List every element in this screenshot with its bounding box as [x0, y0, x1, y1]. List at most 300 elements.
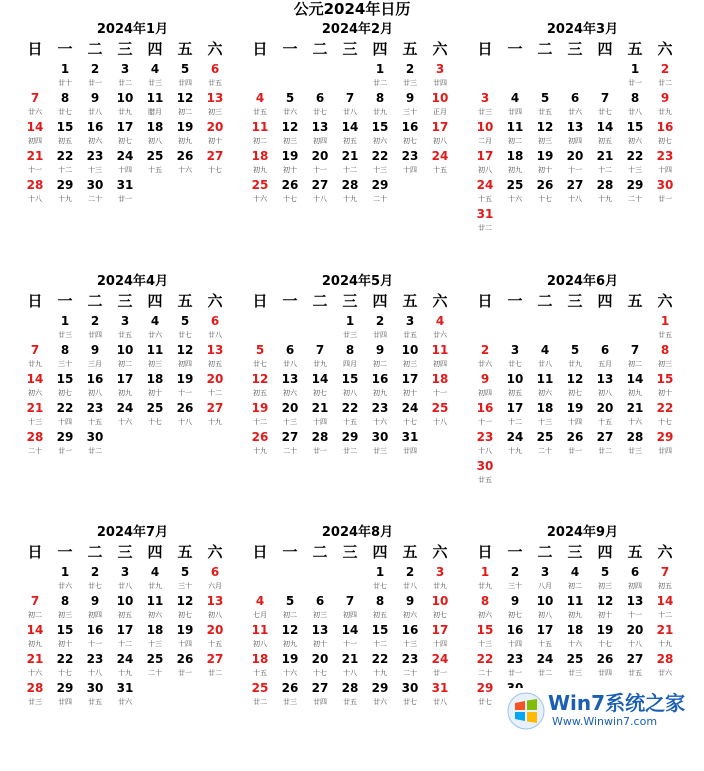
lunar-date: 廿四 [178, 79, 192, 87]
day-cell [425, 343, 455, 372]
day-number: 3 [480, 91, 490, 105]
day-number: 2 [510, 565, 520, 579]
weekday-label: 五 [627, 292, 643, 310]
day-number: 20 [281, 401, 299, 415]
day-cell [560, 91, 590, 120]
day-number: 3 [120, 62, 130, 76]
day-number: 9 [510, 594, 520, 608]
day-number: 3 [120, 565, 130, 579]
day-number: 31 [116, 178, 134, 192]
day-cell [620, 594, 650, 623]
lunar-date: 十八 [478, 447, 492, 455]
calendar-grid [0, 18, 704, 738]
day-number: 28 [341, 681, 359, 695]
day-number: 22 [371, 149, 389, 163]
lunar-date: 廿四 [58, 698, 72, 706]
day-number: 3 [510, 343, 520, 357]
day-number: 22 [56, 401, 74, 415]
lunar-date: 十三 [373, 166, 387, 174]
day-cell [50, 149, 80, 178]
weekday-label: 日 [27, 543, 43, 561]
lunar-date: 二十 [28, 447, 42, 455]
lunar-date: 初五 [58, 137, 72, 145]
day-cell [500, 372, 530, 401]
day-number: 10 [431, 91, 449, 105]
lunar-date: 廿六 [58, 582, 72, 590]
day-cell [500, 594, 530, 623]
day-cell [50, 178, 80, 207]
lunar-date: 十一 [28, 166, 42, 174]
day-number: 18 [506, 149, 524, 163]
lunar-date: 廿四 [508, 108, 522, 116]
lunar-date: 十四 [658, 166, 672, 174]
day-cell [365, 623, 395, 652]
month-block [245, 270, 470, 520]
weekday-label: 三 [342, 292, 358, 310]
day-cell [140, 401, 170, 430]
day-number: 26 [596, 652, 614, 666]
day-number: 15 [341, 372, 359, 386]
day-number: 9 [405, 594, 415, 608]
day-number: 14 [656, 594, 674, 608]
day-number: 22 [476, 652, 494, 666]
day-number: 19 [251, 401, 269, 415]
day-cell [530, 401, 560, 430]
lunar-date: 廿一 [118, 195, 132, 203]
day-cell [620, 401, 650, 430]
day-number: 4 [255, 594, 265, 608]
day-cell [530, 149, 560, 178]
day-number: 23 [476, 430, 494, 444]
day-number: 7 [660, 565, 670, 579]
lunar-date: 二月 [478, 137, 492, 145]
day-cell [20, 594, 50, 623]
day-cell [140, 314, 170, 343]
weekday-label: 日 [477, 40, 493, 58]
day-cell [470, 91, 500, 120]
day-cell [365, 62, 395, 91]
lunar-date: 初七 [178, 611, 192, 619]
weekday-label: 六 [657, 543, 673, 561]
lunar-date: 十六 [118, 418, 132, 426]
day-number: 8 [375, 91, 385, 105]
day-cell [110, 149, 140, 178]
day-cell [530, 565, 560, 594]
day-number: 14 [596, 120, 614, 134]
lunar-date: 廿五 [88, 698, 102, 706]
day-number: 30 [476, 459, 494, 473]
lunar-date: 初三 [313, 611, 327, 619]
day-number: 15 [371, 120, 389, 134]
lunar-date: 廿四 [313, 698, 327, 706]
lunar-date: 初九 [118, 389, 132, 397]
day-cell [620, 149, 650, 178]
weekday-label: 六 [432, 40, 448, 58]
lunar-date: 初十 [283, 166, 297, 174]
day-number: 26 [536, 178, 554, 192]
day-number: 23 [86, 652, 104, 666]
day-cell [425, 623, 455, 652]
weekday-header [20, 39, 245, 59]
day-number: 24 [431, 652, 449, 666]
day-cell [170, 623, 200, 652]
day-cell [335, 372, 365, 401]
weekday-label: 四 [147, 543, 163, 561]
day-number: 7 [30, 91, 40, 105]
lunar-date: 初十 [148, 389, 162, 397]
day-number: 10 [476, 120, 494, 134]
day-cell [650, 343, 680, 372]
day-cell [620, 62, 650, 91]
day-cell [590, 401, 620, 430]
day-number: 25 [146, 149, 164, 163]
lunar-date: 廿六 [373, 698, 387, 706]
day-cell [170, 594, 200, 623]
day-number: 31 [116, 681, 134, 695]
day-cell [50, 594, 80, 623]
lunar-date: 十六 [508, 195, 522, 203]
lunar-date: 初二 [628, 360, 642, 368]
lunar-date: 廿九 [313, 360, 327, 368]
lunar-date: 廿三 [148, 79, 162, 87]
weekday-label: 二 [87, 292, 103, 310]
day-cell [530, 91, 560, 120]
day-number: 19 [176, 623, 194, 637]
day-cell [20, 178, 50, 207]
lunar-date: 初八 [148, 137, 162, 145]
lunar-date: 初六 [478, 611, 492, 619]
lunar-date: 廿三 [283, 698, 297, 706]
day-cell [650, 149, 680, 178]
lunar-date: 初五 [118, 611, 132, 619]
watermark [504, 688, 700, 734]
lunar-date: 初三 [58, 611, 72, 619]
day-number: 12 [536, 120, 554, 134]
day-number: 24 [476, 178, 494, 192]
day-number: 2 [90, 62, 100, 76]
day-number: 29 [371, 178, 389, 192]
day-number: 11 [251, 120, 269, 134]
day-number: 2 [90, 565, 100, 579]
lunar-date: 六月 [208, 582, 222, 590]
lunar-date: 廿一 [433, 669, 447, 677]
lunar-date: 十二 [658, 611, 672, 619]
lunar-date: 初六 [88, 137, 102, 145]
day-number: 14 [626, 372, 644, 386]
weekday-label: 四 [372, 40, 388, 58]
day-number: 21 [341, 149, 359, 163]
day-cell [50, 652, 80, 681]
day-number: 29 [656, 430, 674, 444]
lunar-date: 初十 [313, 640, 327, 648]
day-cell [200, 401, 230, 430]
lunar-date: 十九 [58, 195, 72, 203]
day-number: 16 [656, 120, 674, 134]
month-title: 2024年3月 [546, 22, 619, 37]
day-cell [470, 652, 500, 681]
day-number: 8 [375, 594, 385, 608]
day-cell [650, 62, 680, 91]
day-number: 6 [315, 91, 325, 105]
month-title: 2024年6月 [546, 274, 619, 289]
day-number: 10 [116, 594, 134, 608]
lunar-date: 廿四 [598, 669, 612, 677]
lunar-date: 十六 [373, 418, 387, 426]
day-cell [425, 62, 455, 91]
day-cell [335, 652, 365, 681]
day-cell [470, 149, 500, 178]
weekday-header [470, 542, 695, 562]
day-number: 14 [26, 372, 44, 386]
day-cell [365, 178, 395, 207]
day-number: 13 [206, 91, 224, 105]
day-cell [305, 401, 335, 430]
month-block [470, 18, 695, 268]
day-cell [170, 91, 200, 120]
lunar-date: 十三 [628, 166, 642, 174]
day-cell [80, 91, 110, 120]
month-block [245, 521, 470, 771]
weekday-label: 三 [117, 292, 133, 310]
day-cell [245, 681, 275, 710]
lunar-date: 十五 [208, 640, 222, 648]
day-cell [80, 314, 110, 343]
day-number: 12 [596, 594, 614, 608]
day-cell [500, 91, 530, 120]
day-number: 21 [341, 652, 359, 666]
day-cell [620, 120, 650, 149]
day-number: 6 [285, 343, 295, 357]
day-cell [80, 343, 110, 372]
day-cell [110, 314, 140, 343]
day-number: 5 [180, 565, 190, 579]
day-cell [620, 372, 650, 401]
lunar-date: 廿九 [568, 360, 582, 368]
day-number: 11 [251, 623, 269, 637]
lunar-date: 十三 [88, 166, 102, 174]
day-cell [335, 623, 365, 652]
day-number: 14 [311, 372, 329, 386]
day-number: 8 [60, 594, 70, 608]
day-number: 17 [431, 120, 449, 134]
day-number: 30 [86, 178, 104, 192]
weekday-label: 五 [177, 543, 193, 561]
day-number: 15 [56, 623, 74, 637]
day-number: 5 [570, 343, 580, 357]
lunar-date: 初二 [118, 360, 132, 368]
weekday-label: 日 [477, 292, 493, 310]
weekday-header [245, 39, 470, 59]
lunar-date: 初六 [28, 389, 42, 397]
day-number: 8 [345, 343, 355, 357]
lunar-date: 十三 [478, 640, 492, 648]
lunar-date: 廿九 [148, 582, 162, 590]
lunar-date: 初二 [508, 137, 522, 145]
day-number: 24 [116, 652, 134, 666]
day-number: 20 [206, 120, 224, 134]
day-number: 30 [656, 178, 674, 192]
lunar-date: 廿一 [508, 669, 522, 677]
lunar-date: 初三 [148, 360, 162, 368]
lunar-date: 初八 [538, 611, 552, 619]
day-number: 24 [431, 149, 449, 163]
day-cell [80, 149, 110, 178]
day-number: 27 [281, 430, 299, 444]
day-number: 3 [405, 314, 415, 328]
day-cell [20, 623, 50, 652]
day-number: 22 [56, 652, 74, 666]
day-cell [200, 91, 230, 120]
day-number: 26 [251, 430, 269, 444]
day-number: 11 [536, 372, 554, 386]
weekday-label: 三 [567, 40, 583, 58]
lunar-date: 初八 [343, 389, 357, 397]
day-cell [395, 401, 425, 430]
lunar-date: 十七 [283, 195, 297, 203]
day-cell [395, 314, 425, 343]
lunar-date: 初十 [208, 137, 222, 145]
day-cell [590, 120, 620, 149]
day-cell [560, 120, 590, 149]
lunar-date: 廿八 [118, 582, 132, 590]
day-cell [590, 594, 620, 623]
lunar-date: 廿二 [88, 447, 102, 455]
day-cell [275, 120, 305, 149]
lunar-date: 廿六 [118, 698, 132, 706]
day-cell [275, 91, 305, 120]
day-cell [365, 401, 395, 430]
day-cell [140, 149, 170, 178]
day-number: 10 [431, 594, 449, 608]
day-cell [620, 178, 650, 207]
lunar-date: 廿三 [628, 447, 642, 455]
weekday-label: 一 [507, 40, 523, 58]
day-cell [590, 565, 620, 594]
day-cell [620, 430, 650, 459]
day-number: 13 [206, 594, 224, 608]
day-number: 4 [510, 91, 520, 105]
day-number: 1 [375, 565, 385, 579]
lunar-date: 廿十 [58, 79, 72, 87]
lunar-date: 十一 [343, 640, 357, 648]
weekday-label: 二 [312, 40, 328, 58]
weekday-label: 日 [27, 292, 43, 310]
day-cell [620, 343, 650, 372]
weekday-label: 六 [207, 292, 223, 310]
lunar-date: 廿三 [478, 108, 492, 116]
day-number: 13 [626, 594, 644, 608]
day-number: 20 [566, 149, 584, 163]
lunar-date: 十五 [598, 418, 612, 426]
lunar-date: 十三 [538, 418, 552, 426]
lunar-date: 廿四 [403, 447, 417, 455]
day-number: 18 [146, 120, 164, 134]
day-cell [650, 314, 680, 343]
day-cell [470, 459, 500, 488]
day-cell [470, 343, 500, 372]
day-cell [560, 401, 590, 430]
lunar-date: 十七 [598, 640, 612, 648]
day-cell [470, 681, 500, 710]
day-number: 17 [116, 623, 134, 637]
day-number: 4 [435, 314, 445, 328]
day-cell [170, 120, 200, 149]
lunar-date: 初七 [568, 389, 582, 397]
day-number: 28 [311, 430, 329, 444]
day-cell [425, 681, 455, 710]
day-number: 24 [116, 149, 134, 163]
lunar-date: 十四 [433, 640, 447, 648]
lunar-date: 廿七 [403, 698, 417, 706]
weekday-label: 四 [597, 543, 613, 561]
lunar-date: 廿二 [343, 447, 357, 455]
day-number: 20 [626, 623, 644, 637]
day-cell [470, 623, 500, 652]
day-number: 5 [180, 62, 190, 76]
day-cell [245, 401, 275, 430]
day-number: 13 [206, 343, 224, 357]
day-number: 20 [206, 623, 224, 637]
lunar-date: 初六 [283, 389, 297, 397]
day-number: 22 [626, 149, 644, 163]
lunar-date: 廿一 [658, 195, 672, 203]
day-number: 30 [371, 430, 389, 444]
day-number: 19 [281, 149, 299, 163]
day-cell [530, 120, 560, 149]
lunar-date: 十七 [208, 166, 222, 174]
day-number: 20 [206, 372, 224, 386]
day-cell [335, 178, 365, 207]
lunar-date: 廿七 [598, 108, 612, 116]
weekday-label: 五 [402, 40, 418, 58]
lunar-date: 十八 [568, 195, 582, 203]
lunar-date: 十六 [253, 195, 267, 203]
lunar-date: 十八 [313, 195, 327, 203]
day-number: 13 [596, 372, 614, 386]
lunar-date: 廿七 [88, 582, 102, 590]
lunar-date: 初二 [253, 137, 267, 145]
lunar-date: 初四 [313, 137, 327, 145]
lunar-date: 廿八 [433, 698, 447, 706]
day-number: 25 [566, 652, 584, 666]
day-cell [110, 401, 140, 430]
day-number: 25 [146, 401, 164, 415]
lunar-date: 初二 [283, 611, 297, 619]
day-cell [305, 91, 335, 120]
lunar-date: 十五 [343, 418, 357, 426]
day-cell [500, 565, 530, 594]
lunar-date: 初九 [283, 640, 297, 648]
day-number: 9 [375, 343, 385, 357]
day-number: 18 [536, 401, 554, 415]
weekday-label: 日 [252, 543, 268, 561]
day-cell [110, 91, 140, 120]
day-cell [50, 430, 80, 459]
day-number: 20 [596, 401, 614, 415]
day-cell [650, 372, 680, 401]
windows-logo-icon [506, 691, 546, 731]
lunar-date: 廿五 [658, 331, 672, 339]
weekday-label: 四 [597, 40, 613, 58]
month-title: 2024年1月 [96, 22, 169, 37]
lunar-date: 十四 [58, 418, 72, 426]
weekday-label: 日 [252, 40, 268, 58]
day-number: 21 [596, 149, 614, 163]
day-number: 13 [566, 120, 584, 134]
day-cell [590, 149, 620, 178]
lunar-date: 十四 [568, 418, 582, 426]
day-cell [650, 120, 680, 149]
